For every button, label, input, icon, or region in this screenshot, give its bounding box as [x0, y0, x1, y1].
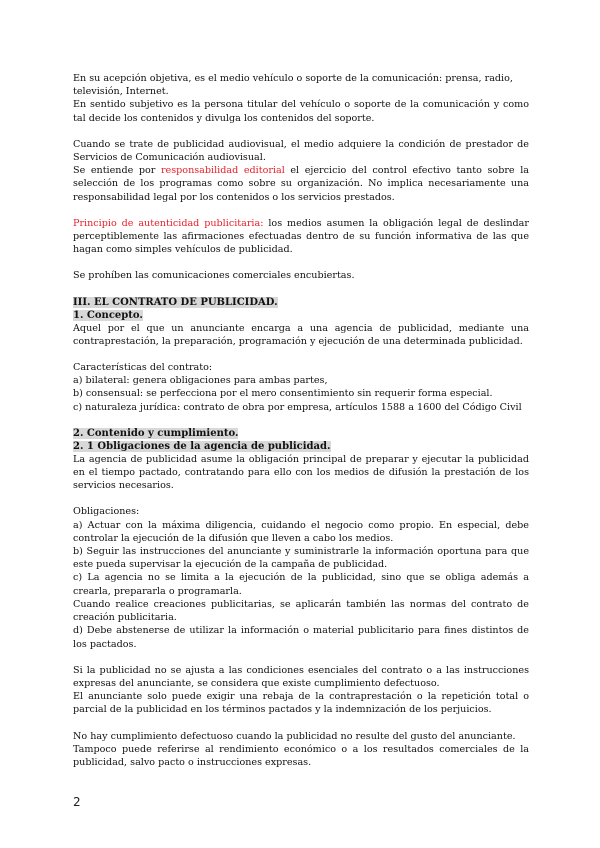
obligaciones-agencia-heading-text: 2. 1 Obligaciones de la agencia de publicidad.	[73, 440, 331, 452]
responsabilidad-editorial-paragraph	[73, 164, 529, 204]
obligacion-item: d) Debe abstenerse de utilizar la información o material publicitario para fines distintos de los pactados.	[73, 625, 529, 650]
obligaciones-agencia-heading	[73, 440, 529, 453]
autenticidad-term: Principio de autenticidad publicitaria:	[73, 217, 264, 229]
contrato-heading	[73, 296, 529, 309]
encubiertas-paragraph: Se prohíben las comunicaciones comerciales encubiertas.	[73, 270, 355, 282]
page-number: 2	[73, 795, 81, 809]
contrato-heading-text: III. EL CONTRATO DE PUBLICIDAD.	[73, 296, 278, 308]
caracteristicas-title: Características del contrato:	[73, 362, 213, 374]
rendimiento-paragraph: Tampoco puede referirse al rendimiento económico o a los resultados comerciales de la publicidad, salvo pacto o instrucciones expresas.	[73, 743, 529, 768]
caracteristica-item: b) consensual: se perfecciona por el mero consentimiento sin requerir forma especial.	[73, 388, 493, 400]
obligacion-item: a) Actuar con la máxima diligencia, cuidando el negocio como propio. En especial, debe controlar la ejecución de la difusión que lleven a cabo los medios.	[73, 519, 529, 544]
contenido-heading	[73, 427, 529, 440]
obligacion-item: c) La agencia no se limita a la ejecución de la publicidad, sino que se obliga además a crearla, prepararla o programarla.	[73, 572, 529, 597]
obligaciones-title: Obligaciones:	[73, 506, 140, 518]
audiovisual-paragraph: Cuando se trate de publicidad audiovisual, el medio adquiere la condición de prestador de Servicios de Comunicación audiovisual.	[73, 138, 529, 164]
caracteristica-item: c) naturaleza jurídica: contrato de obra por empresa, artículos 1588 a 1600 del Código Civil	[73, 401, 522, 413]
concepto-heading-text: 1. Concepto.	[73, 309, 143, 321]
medio-subjetivo: En sentido subjetivo es la persona titular del vehículo o soporte de la comunicación y como tal decide los contenidos y divulga los contenidos del soporte.	[73, 99, 529, 124]
document-page	[73, 72, 529, 769]
autenticidad-paragraph	[73, 217, 529, 257]
medio-objetivo-line2: televisión, Internet.	[73, 86, 169, 98]
rebaja-paragraph: El anunciante solo puede exigir una rebaja de la contraprestación o la repetición total o parcial de la publicidad en los términos pactados y la indemnización de los perjuicios.	[73, 691, 529, 716]
obligacion-item: b) Seguir las instrucciones del anunciante y suministrarle la información oportuna para que este pueda supervisar la ejecución de la campaña de publicidad.	[73, 546, 529, 571]
concepto-text: Aquel por el que un anunciante encarga a una agencia de publicidad, mediante una contraprestación, la preparación, programación y ejecución de una determinada publicidad.	[73, 322, 529, 347]
contenido-heading-text: 2. Contenido y cumplimiento.	[73, 427, 239, 439]
autenticidad-text: los medios asumen la obligación legal de deslindar perceptiblemente las afirmaciones efectuadas dentro de su función informativa de las que hagan como simples vehículos de publicidad.	[73, 217, 529, 256]
obligacion-item: Cuando realice creaciones publicitarias, se aplicarán también las normas del contrato de creación publicitaria.	[73, 598, 529, 624]
agencia-text: La agencia de publicidad asume la obligación principal de preparar y ejecutar la publicidad en el tiempo pactado, contratando para ello con los medios de difusión la prestación de los servicios necesarios.	[73, 453, 529, 492]
cumplimiento-defectuoso-paragraph: Si la publicidad no se ajusta a las condiciones esenciales del contrato o a las instrucciones expresas del anunciante, se considera que existe cumplimiento defectuoso.	[73, 664, 529, 689]
responsabilidad-editorial-term: responsabilidad editorial	[160, 165, 285, 177]
caracteristica-item: a) bilateral: genera obligaciones para ambas partes,	[73, 375, 328, 387]
gusto-paragraph: No hay cumplimiento defectuoso cuando la publicidad no resulte del gusto del anunciante.	[73, 730, 516, 742]
concepto-heading	[73, 309, 529, 322]
responsabilidad-suffix: el ejercicio del control efectivo tanto sobre la selección de los programas como sobre su organización. No implica necesariamente una responsabilidad legal por los contenidos o los servicios prestados.	[73, 165, 529, 203]
responsabilidad-prefix: Se entiende por	[73, 165, 161, 177]
medio-objetivo-line1: En su acepción objetiva, es el medio vehículo o soporte de la comunicación: prensa, radio,	[73, 73, 513, 84]
